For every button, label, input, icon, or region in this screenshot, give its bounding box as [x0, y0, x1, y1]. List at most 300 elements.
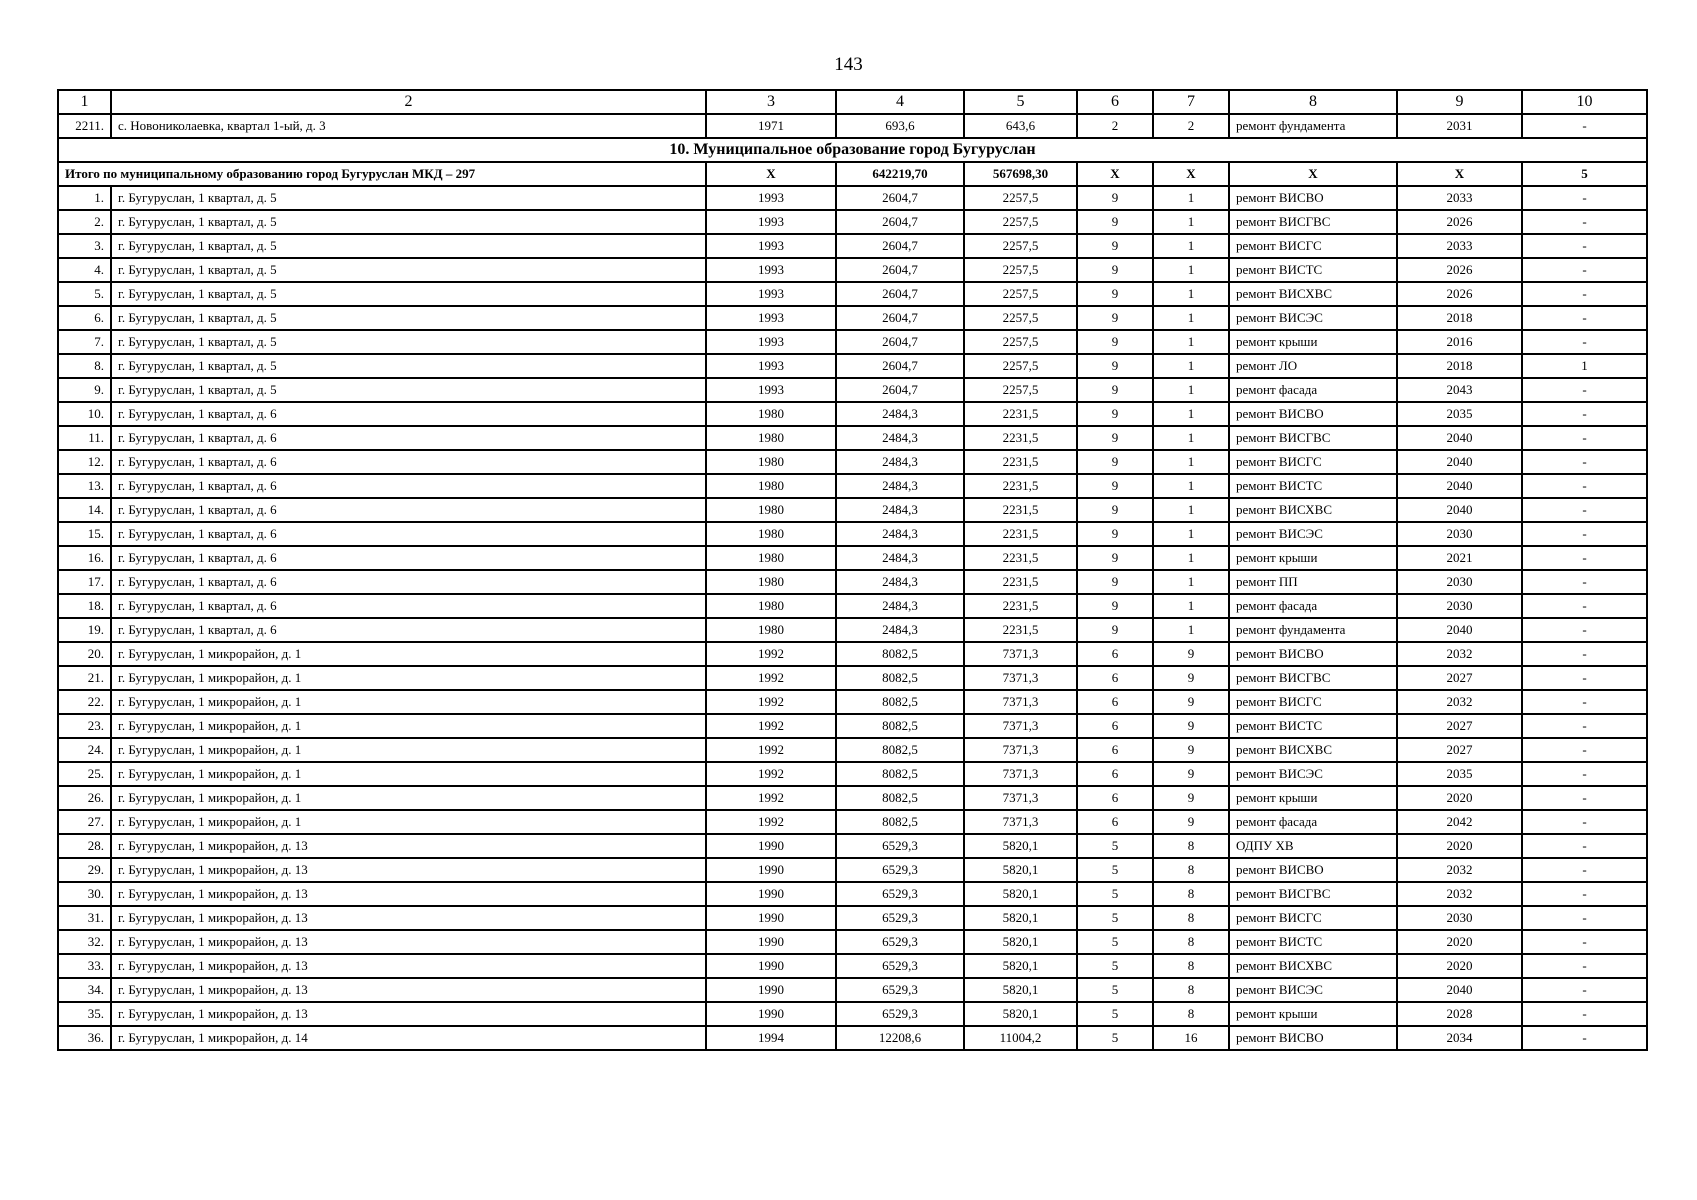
table-row — [58, 618, 1647, 642]
living-area-cell: 7371,3 — [964, 642, 1077, 666]
year-cell: 1980 — [706, 618, 836, 642]
floors-cell: 9 — [1077, 522, 1153, 546]
year-cell: 1994 — [706, 1026, 836, 1050]
year-cell: 1990 — [706, 834, 836, 858]
work-type-cell: ремонт ВИСТС — [1229, 714, 1397, 738]
floors-cell: 9 — [1077, 186, 1153, 210]
year-cell: 1993 — [706, 234, 836, 258]
table-row — [58, 810, 1647, 834]
total-area-cell: 2604,7 — [836, 282, 964, 306]
work-type-cell: ремонт ВИСВО — [1229, 402, 1397, 426]
col10-cell: - — [1522, 306, 1647, 330]
total-area-cell: 8082,5 — [836, 786, 964, 810]
address-cell: г. Бугуруслан, 1 микрорайон, д. 13 — [111, 906, 706, 930]
floors-cell: 9 — [1077, 450, 1153, 474]
entrances-cell: 1 — [1153, 474, 1229, 498]
total-area-cell: 2484,3 — [836, 474, 964, 498]
entrances-cell: 1 — [1153, 570, 1229, 594]
total-area-cell: 6529,3 — [836, 978, 964, 1002]
address-cell: г. Бугуруслан, 1 микрорайон, д. 13 — [111, 834, 706, 858]
entrances-cell: 1 — [1153, 402, 1229, 426]
address-cell: г. Бугуруслан, 1 квартал, д. 6 — [111, 570, 706, 594]
living-area-cell: 2257,5 — [964, 378, 1077, 402]
entrances-cell: 1 — [1153, 354, 1229, 378]
entrances-cell: 8 — [1153, 882, 1229, 906]
floors-cell: 9 — [1077, 594, 1153, 618]
address-cell: с. Новониколаевка, квартал 1-ый, д. 3 — [111, 114, 706, 138]
entrances-cell: 8 — [1153, 1002, 1229, 1026]
planned-year-cell: 2020 — [1397, 954, 1522, 978]
col10-cell: - — [1522, 114, 1647, 138]
table-row — [58, 714, 1647, 738]
col10-cell: - — [1522, 738, 1647, 762]
col10-cell: - — [1522, 474, 1647, 498]
living-area-cell: 7371,3 — [964, 786, 1077, 810]
living-area-cell: 643,6 — [964, 114, 1077, 138]
living-area-cell: 5820,1 — [964, 906, 1077, 930]
work-type-cell: ремонт ВИСЭС — [1229, 978, 1397, 1002]
living-area-cell: 2257,5 — [964, 354, 1077, 378]
table-row — [58, 210, 1647, 234]
work-type-cell: ремонт ВИСГВС — [1229, 882, 1397, 906]
year-cell: 1993 — [706, 306, 836, 330]
table-row — [58, 570, 1647, 594]
floors-cell: 6 — [1077, 642, 1153, 666]
work-type-cell: ремонт ВИСГВС — [1229, 210, 1397, 234]
entrances-cell: 1 — [1153, 378, 1229, 402]
address-cell: г. Бугуруслан, 1 микрорайон, д. 1 — [111, 666, 706, 690]
col10-cell: - — [1522, 1026, 1647, 1050]
address-cell: г. Бугуруслан, 1 квартал, д. 5 — [111, 258, 706, 282]
planned-year-cell: 2032 — [1397, 642, 1522, 666]
table-row — [58, 1002, 1647, 1026]
entrances-cell: 9 — [1153, 666, 1229, 690]
year-cell: 1980 — [706, 426, 836, 450]
year-cell: 1980 — [706, 570, 836, 594]
floors-cell: 9 — [1077, 570, 1153, 594]
row-index: 9. — [58, 378, 111, 402]
floors-cell: 9 — [1077, 258, 1153, 282]
table-row — [58, 258, 1647, 282]
col10-cell: - — [1522, 378, 1647, 402]
total-area-cell: 6529,3 — [836, 954, 964, 978]
col10-cell: - — [1522, 570, 1647, 594]
living-area-cell: 7371,3 — [964, 666, 1077, 690]
col10-cell: - — [1522, 882, 1647, 906]
planned-year-cell: 2040 — [1397, 618, 1522, 642]
address-cell: г. Бугуруслан, 1 микрорайон, д. 13 — [111, 1002, 706, 1026]
section-title-row — [58, 138, 1647, 162]
col10-cell: - — [1522, 906, 1647, 930]
table-row — [58, 1026, 1647, 1050]
address-cell: г. Бугуруслан, 1 микрорайон, д. 14 — [111, 1026, 706, 1050]
address-cell: г. Бугуруслан, 1 микрорайон, д. 1 — [111, 690, 706, 714]
planned-year-cell: 2040 — [1397, 426, 1522, 450]
total-area-cell: 6529,3 — [836, 882, 964, 906]
living-area-cell: 7371,3 — [964, 714, 1077, 738]
planned-year-cell: 2027 — [1397, 714, 1522, 738]
floors-cell: 6 — [1077, 666, 1153, 690]
table-row — [58, 858, 1647, 882]
table-row — [58, 594, 1647, 618]
row-index: 17. — [58, 570, 111, 594]
floors-cell: 5 — [1077, 978, 1153, 1002]
address-cell: г. Бугуруслан, 1 квартал, д. 5 — [111, 186, 706, 210]
entrances-cell: 9 — [1153, 810, 1229, 834]
col10-cell: - — [1522, 282, 1647, 306]
table-row — [58, 498, 1647, 522]
address-cell: г. Бугуруслан, 1 квартал, д. 5 — [111, 354, 706, 378]
floors-cell: 5 — [1077, 834, 1153, 858]
row-index: 28. — [58, 834, 111, 858]
row-index: 24. — [58, 738, 111, 762]
year-cell: 1993 — [706, 354, 836, 378]
col10-cell: - — [1522, 498, 1647, 522]
work-type-cell: ремонт фасада — [1229, 594, 1397, 618]
floors-cell: 5 — [1077, 882, 1153, 906]
total-area-cell: 2604,7 — [836, 210, 964, 234]
col10-cell: - — [1522, 1002, 1647, 1026]
floors-cell: 5 — [1077, 954, 1153, 978]
repair-schedule-table — [57, 89, 1648, 1051]
table-row — [58, 378, 1647, 402]
entrances-cell: 8 — [1153, 978, 1229, 1002]
entrances-cell: 1 — [1153, 306, 1229, 330]
entrances-cell: 9 — [1153, 786, 1229, 810]
total-area-cell: 8082,5 — [836, 738, 964, 762]
total-area-cell: 693,6 — [836, 114, 964, 138]
work-type-cell: ремонт ВИСГС — [1229, 906, 1397, 930]
col10-cell: - — [1522, 426, 1647, 450]
table-row — [58, 354, 1647, 378]
work-type-cell: ремонт ВИСГС — [1229, 450, 1397, 474]
table-row — [58, 642, 1647, 666]
row-index: 31. — [58, 906, 111, 930]
floors-cell: 2 — [1077, 114, 1153, 138]
table-row — [58, 786, 1647, 810]
header-cell: 3 — [706, 90, 836, 114]
floors-cell: 6 — [1077, 690, 1153, 714]
col10-cell: - — [1522, 450, 1647, 474]
table-row — [58, 738, 1647, 762]
planned-year-cell: 2030 — [1397, 906, 1522, 930]
year-cell: 1993 — [706, 330, 836, 354]
address-cell: г. Бугуруслан, 1 квартал, д. 5 — [111, 234, 706, 258]
year-cell: 1992 — [706, 666, 836, 690]
work-type-cell: ремонт фундамента — [1229, 618, 1397, 642]
address-cell: г. Бугуруслан, 1 квартал, д. 5 — [111, 306, 706, 330]
living-area-cell: 2231,5 — [964, 426, 1077, 450]
planned-year-cell: 2034 — [1397, 1026, 1522, 1050]
address-cell: г. Бугуруслан, 1 квартал, д. 5 — [111, 330, 706, 354]
entrances-cell: 1 — [1153, 282, 1229, 306]
table-row — [58, 666, 1647, 690]
year-cell: 1980 — [706, 402, 836, 426]
floors-cell: 5 — [1077, 906, 1153, 930]
year-cell: 1980 — [706, 498, 836, 522]
planned-year-cell: 2018 — [1397, 306, 1522, 330]
col10-cell: - — [1522, 618, 1647, 642]
floors-cell: 9 — [1077, 210, 1153, 234]
col10-cell: - — [1522, 978, 1647, 1002]
total-area-cell: 6529,3 — [836, 930, 964, 954]
total-area-cell: 8082,5 — [836, 714, 964, 738]
total-label: Итого по муниципальному образованию город Бугуруслан МКД – 297 — [58, 162, 706, 186]
living-area-cell: 2231,5 — [964, 402, 1077, 426]
entrances-cell: 9 — [1153, 690, 1229, 714]
year-cell: 1992 — [706, 642, 836, 666]
planned-year-cell: 2030 — [1397, 522, 1522, 546]
year-cell: 1990 — [706, 1002, 836, 1026]
address-cell: г. Бугуруслан, 1 квартал, д. 6 — [111, 618, 706, 642]
work-type-cell: ремонт ВИСТС — [1229, 258, 1397, 282]
total-cell: X — [1229, 162, 1397, 186]
row-index: 11. — [58, 426, 111, 450]
floors-cell: 9 — [1077, 330, 1153, 354]
total-area-cell: 8082,5 — [836, 666, 964, 690]
table-row — [58, 426, 1647, 450]
floors-cell: 6 — [1077, 714, 1153, 738]
total-area-cell: 2604,7 — [836, 378, 964, 402]
address-cell: г. Бугуруслан, 1 квартал, д. 6 — [111, 450, 706, 474]
total-cell: X — [1397, 162, 1522, 186]
row-index: 16. — [58, 546, 111, 570]
planned-year-cell: 2026 — [1397, 282, 1522, 306]
floors-cell: 5 — [1077, 1026, 1153, 1050]
floors-cell: 9 — [1077, 306, 1153, 330]
address-cell: г. Бугуруслан, 1 квартал, д. 6 — [111, 594, 706, 618]
section-title: 10. Муниципальное образование город Бугуруслан — [58, 138, 1647, 162]
work-type-cell: ремонт ВИСГС — [1229, 690, 1397, 714]
total-area-cell: 2604,7 — [836, 306, 964, 330]
total-cell: 5 — [1522, 162, 1647, 186]
row-index: 29. — [58, 858, 111, 882]
address-cell: г. Бугуруслан, 1 микрорайон, д. 1 — [111, 738, 706, 762]
year-cell: 1993 — [706, 378, 836, 402]
total-area-cell: 6529,3 — [836, 858, 964, 882]
total-area-cell: 2484,3 — [836, 618, 964, 642]
work-type-cell: ОДПУ ХВ — [1229, 834, 1397, 858]
col10-cell: - — [1522, 210, 1647, 234]
entrances-cell: 1 — [1153, 594, 1229, 618]
row-index: 30. — [58, 882, 111, 906]
col10-cell: - — [1522, 810, 1647, 834]
living-area-cell: 2257,5 — [964, 330, 1077, 354]
address-cell: г. Бугуруслан, 1 микрорайон, д. 13 — [111, 930, 706, 954]
entrances-cell: 9 — [1153, 738, 1229, 762]
floors-cell: 9 — [1077, 354, 1153, 378]
row-index: 7. — [58, 330, 111, 354]
floors-cell: 5 — [1077, 858, 1153, 882]
work-type-cell: ремонт ВИСТС — [1229, 474, 1397, 498]
address-cell: г. Бугуруслан, 1 квартал, д. 6 — [111, 474, 706, 498]
entrances-cell: 1 — [1153, 426, 1229, 450]
year-cell: 1993 — [706, 210, 836, 234]
row-index: 35. — [58, 1002, 111, 1026]
total-area-cell: 2484,3 — [836, 546, 964, 570]
year-cell: 1990 — [706, 978, 836, 1002]
table-row — [58, 306, 1647, 330]
entrances-cell: 1 — [1153, 234, 1229, 258]
col10-cell: - — [1522, 402, 1647, 426]
planned-year-cell: 2033 — [1397, 186, 1522, 210]
address-cell: г. Бугуруслан, 1 микрорайон, д. 1 — [111, 714, 706, 738]
table-row — [58, 234, 1647, 258]
col10-cell: - — [1522, 690, 1647, 714]
header-cell: 10 — [1522, 90, 1647, 114]
floors-cell: 9 — [1077, 402, 1153, 426]
col10-cell: - — [1522, 858, 1647, 882]
planned-year-cell: 2021 — [1397, 546, 1522, 570]
year-cell: 1992 — [706, 810, 836, 834]
address-cell: г. Бугуруслан, 1 микрорайон, д. 1 — [111, 762, 706, 786]
total-area-cell: 8082,5 — [836, 690, 964, 714]
table-row — [58, 450, 1647, 474]
table-row — [58, 546, 1647, 570]
floors-cell: 5 — [1077, 1002, 1153, 1026]
total-area-cell: 2484,3 — [836, 426, 964, 450]
entrances-cell: 16 — [1153, 1026, 1229, 1050]
total-row — [58, 162, 1647, 186]
table-row — [58, 330, 1647, 354]
row-index: 22. — [58, 690, 111, 714]
year-cell: 1980 — [706, 474, 836, 498]
entrances-cell: 1 — [1153, 330, 1229, 354]
total-cell: X — [1153, 162, 1229, 186]
planned-year-cell: 2035 — [1397, 762, 1522, 786]
work-type-cell: ремонт крыши — [1229, 786, 1397, 810]
entrances-cell: 1 — [1153, 210, 1229, 234]
table-row — [58, 834, 1647, 858]
row-index: 8. — [58, 354, 111, 378]
year-cell: 1993 — [706, 186, 836, 210]
total-area-cell: 6529,3 — [836, 906, 964, 930]
work-type-cell: ремонт ВИСВО — [1229, 1026, 1397, 1050]
address-cell: г. Бугуруслан, 1 квартал, д. 6 — [111, 402, 706, 426]
planned-year-cell: 2026 — [1397, 210, 1522, 234]
address-cell: г. Бугуруслан, 1 микрорайон, д. 1 — [111, 810, 706, 834]
year-cell: 1990 — [706, 954, 836, 978]
address-cell: г. Бугуруслан, 1 микрорайон, д. 13 — [111, 978, 706, 1002]
work-type-cell: ремонт ВИСВО — [1229, 858, 1397, 882]
living-area-cell: 2231,5 — [964, 498, 1077, 522]
header-cell: 4 — [836, 90, 964, 114]
year-cell: 1990 — [706, 882, 836, 906]
planned-year-cell: 2040 — [1397, 474, 1522, 498]
address-cell: г. Бугуруслан, 1 квартал, д. 6 — [111, 426, 706, 450]
work-type-cell: ремонт ВИСВО — [1229, 642, 1397, 666]
row-index: 5. — [58, 282, 111, 306]
total-area-cell: 2604,7 — [836, 354, 964, 378]
entrances-cell: 8 — [1153, 930, 1229, 954]
column-number-header-row — [58, 90, 1647, 114]
row-index: 2211. — [58, 114, 111, 138]
table-row — [58, 978, 1647, 1002]
row-index: 18. — [58, 594, 111, 618]
total-area-cell: 6529,3 — [836, 834, 964, 858]
floors-cell: 6 — [1077, 762, 1153, 786]
work-type-cell: ремонт фасада — [1229, 810, 1397, 834]
living-area-cell: 7371,3 — [964, 690, 1077, 714]
entrances-cell: 8 — [1153, 954, 1229, 978]
address-cell: г. Бугуруслан, 1 микрорайон, д. 13 — [111, 858, 706, 882]
work-type-cell: ремонт ВИСХВС — [1229, 738, 1397, 762]
address-cell: г. Бугуруслан, 1 квартал, д. 6 — [111, 546, 706, 570]
total-cell: 567698,30 — [964, 162, 1077, 186]
entrances-cell: 1 — [1153, 618, 1229, 642]
table-row — [58, 474, 1647, 498]
col10-cell: 1 — [1522, 354, 1647, 378]
table-row — [58, 114, 1647, 138]
living-area-cell: 2231,5 — [964, 522, 1077, 546]
living-area-cell: 2231,5 — [964, 546, 1077, 570]
planned-year-cell: 2027 — [1397, 738, 1522, 762]
planned-year-cell: 2035 — [1397, 402, 1522, 426]
row-index: 12. — [58, 450, 111, 474]
entrances-cell: 8 — [1153, 906, 1229, 930]
living-area-cell: 5820,1 — [964, 834, 1077, 858]
work-type-cell: ремонт ВИСХВС — [1229, 954, 1397, 978]
living-area-cell: 2231,5 — [964, 570, 1077, 594]
table-row — [58, 690, 1647, 714]
planned-year-cell: 2032 — [1397, 882, 1522, 906]
row-index: 19. — [58, 618, 111, 642]
year-cell: 1992 — [706, 690, 836, 714]
row-index: 34. — [58, 978, 111, 1002]
floors-cell: 6 — [1077, 786, 1153, 810]
living-area-cell: 11004,2 — [964, 1026, 1077, 1050]
floors-cell: 9 — [1077, 618, 1153, 642]
entrances-cell: 9 — [1153, 762, 1229, 786]
living-area-cell: 7371,3 — [964, 810, 1077, 834]
total-cell: 642219,70 — [836, 162, 964, 186]
table-row — [58, 402, 1647, 426]
work-type-cell: ремонт ВИСВО — [1229, 186, 1397, 210]
address-cell: г. Бугуруслан, 1 квартал, д. 5 — [111, 210, 706, 234]
col10-cell: - — [1522, 546, 1647, 570]
planned-year-cell: 2020 — [1397, 930, 1522, 954]
living-area-cell: 2231,5 — [964, 474, 1077, 498]
address-cell: г. Бугуруслан, 1 микрорайон, д. 13 — [111, 882, 706, 906]
total-area-cell: 2604,7 — [836, 258, 964, 282]
total-area-cell: 2484,3 — [836, 594, 964, 618]
address-cell: г. Бугуруслан, 1 квартал, д. 6 — [111, 498, 706, 522]
col10-cell: - — [1522, 234, 1647, 258]
floors-cell: 9 — [1077, 474, 1153, 498]
row-index: 21. — [58, 666, 111, 690]
header-cell: 6 — [1077, 90, 1153, 114]
row-index: 33. — [58, 954, 111, 978]
table-row — [58, 954, 1647, 978]
entrances-cell: 1 — [1153, 186, 1229, 210]
col10-cell: - — [1522, 930, 1647, 954]
table-row — [58, 930, 1647, 954]
work-type-cell: ремонт ВИСГВС — [1229, 426, 1397, 450]
row-index: 6. — [58, 306, 111, 330]
planned-year-cell: 2016 — [1397, 330, 1522, 354]
work-type-cell: ремонт ВИСТС — [1229, 930, 1397, 954]
planned-year-cell: 2030 — [1397, 570, 1522, 594]
entrances-cell: 1 — [1153, 258, 1229, 282]
work-type-cell: ремонт крыши — [1229, 330, 1397, 354]
planned-year-cell: 2040 — [1397, 450, 1522, 474]
total-area-cell: 12208,6 — [836, 1026, 964, 1050]
planned-year-cell: 2033 — [1397, 234, 1522, 258]
planned-year-cell: 2018 — [1397, 354, 1522, 378]
year-cell: 1980 — [706, 594, 836, 618]
address-cell: г. Бугуруслан, 1 квартал, д. 5 — [111, 282, 706, 306]
year-cell: 1980 — [706, 546, 836, 570]
